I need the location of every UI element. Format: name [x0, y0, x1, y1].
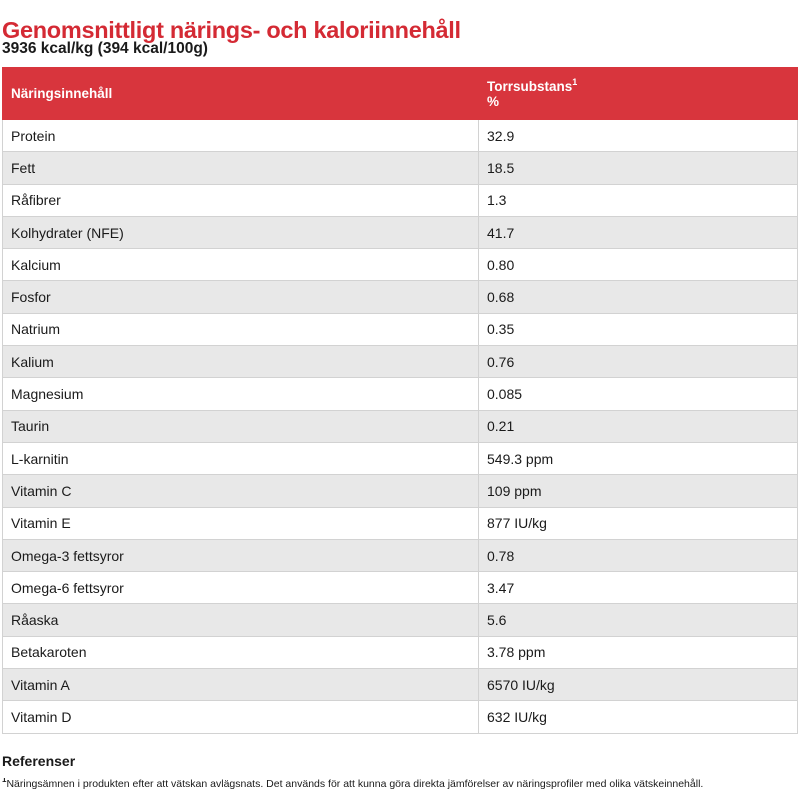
table-row: [3, 636, 798, 668]
table-row: [3, 120, 798, 152]
table-row: [3, 475, 798, 507]
header-nutrient-label: Näringsinnehåll: [11, 86, 113, 101]
nutrient-name-cell: Kalcium: [3, 249, 479, 281]
nutrient-value-cell: 41.7: [479, 216, 798, 248]
table-row: [3, 572, 798, 604]
header-dry-matter-unit: %: [487, 93, 500, 109]
nutrient-value-cell: 32.9: [479, 120, 798, 152]
table-row: [3, 313, 798, 345]
table-body: [3, 120, 798, 734]
table-row: [3, 539, 798, 571]
table-row: [3, 701, 798, 733]
nutrient-name-cell: Magnesium: [3, 378, 479, 410]
nutrient-value-cell: 109 ppm: [479, 475, 798, 507]
nutrient-name-cell: Taurin: [3, 410, 479, 442]
nutrient-name-cell: Råfibrer: [3, 184, 479, 216]
footnote-text: Näringsämnen i produkten efter att vätskan avlägsnats. Det används för att kunna göra direkta jämförelser av näringsprofiler med olika vätskeinnehåll.: [6, 778, 704, 790]
header-dry-matter: [479, 68, 798, 120]
nutrient-name-cell: Kalium: [3, 346, 479, 378]
table-row: [3, 604, 798, 636]
table-row: [3, 184, 798, 216]
table-row: [3, 249, 798, 281]
header-dry-matter-label: Torrsubstans: [487, 78, 573, 94]
table-row: [3, 442, 798, 474]
table-row: [3, 346, 798, 378]
energy-content: 3936 kcal/kg (394 kcal/100g): [2, 40, 208, 57]
nutrient-name-cell: Råaska: [3, 604, 479, 636]
nutrition-table: [2, 67, 798, 734]
header-footnote-marker: 1: [572, 76, 578, 87]
nutrient-name-cell: Vitamin E: [3, 507, 479, 539]
nutrient-value-cell: 3.47: [479, 572, 798, 604]
nutrient-value-cell: 5.6: [479, 604, 798, 636]
nutrient-name-cell: Vitamin C: [3, 475, 479, 507]
references-heading: Referenser: [2, 753, 76, 769]
nutrient-name-cell: Vitamin A: [3, 669, 479, 701]
nutrient-value-cell: 549.3 ppm: [479, 442, 798, 474]
nutrient-value-cell: 1.3: [479, 184, 798, 216]
nutrient-value-cell: 0.68: [479, 281, 798, 313]
nutrient-name-cell: Omega-3 fettsyror: [3, 539, 479, 571]
nutrient-value-cell: 877 IU/kg: [479, 507, 798, 539]
table-row: [3, 216, 798, 248]
nutrient-value-cell: 0.80: [479, 249, 798, 281]
footnote-marker: 1: [2, 778, 7, 784]
nutrient-value-cell: 0.78: [479, 539, 798, 571]
nutrient-name-cell: Betakaroten: [3, 636, 479, 668]
nutrient-name-cell: Fett: [3, 152, 479, 184]
table-row: [3, 410, 798, 442]
table-row: [3, 669, 798, 701]
nutrient-name-cell: Vitamin D: [3, 701, 479, 733]
nutrient-value-cell: 0.35: [479, 313, 798, 345]
table-row: [3, 507, 798, 539]
nutrient-name-cell: Kolhydrater (NFE): [3, 216, 479, 248]
page-title: Genomsnittligt närings- och kaloriinnehåll: [2, 16, 461, 43]
nutrient-name-cell: L-karnitin: [3, 442, 479, 474]
table-row: [3, 152, 798, 184]
nutrient-value-cell: 0.21: [479, 410, 798, 442]
nutrient-name-cell: Natrium: [3, 313, 479, 345]
footnote: [2, 778, 798, 790]
nutrient-value-cell: 6570 IU/kg: [479, 669, 798, 701]
nutrient-name-cell: Omega-6 fettsyror: [3, 572, 479, 604]
nutrient-name-cell: Fosfor: [3, 281, 479, 313]
header-nutrient: [3, 68, 479, 120]
table-header-row: [3, 68, 798, 120]
nutrient-value-cell: 3.78 ppm: [479, 636, 798, 668]
nutrient-value-cell: 0.76: [479, 346, 798, 378]
nutrient-value-cell: 0.085: [479, 378, 798, 410]
table-row: [3, 281, 798, 313]
nutrient-value-cell: 632 IU/kg: [479, 701, 798, 733]
nutrient-name-cell: Protein: [3, 120, 479, 152]
table-row: [3, 378, 798, 410]
nutrient-value-cell: 18.5: [479, 152, 798, 184]
